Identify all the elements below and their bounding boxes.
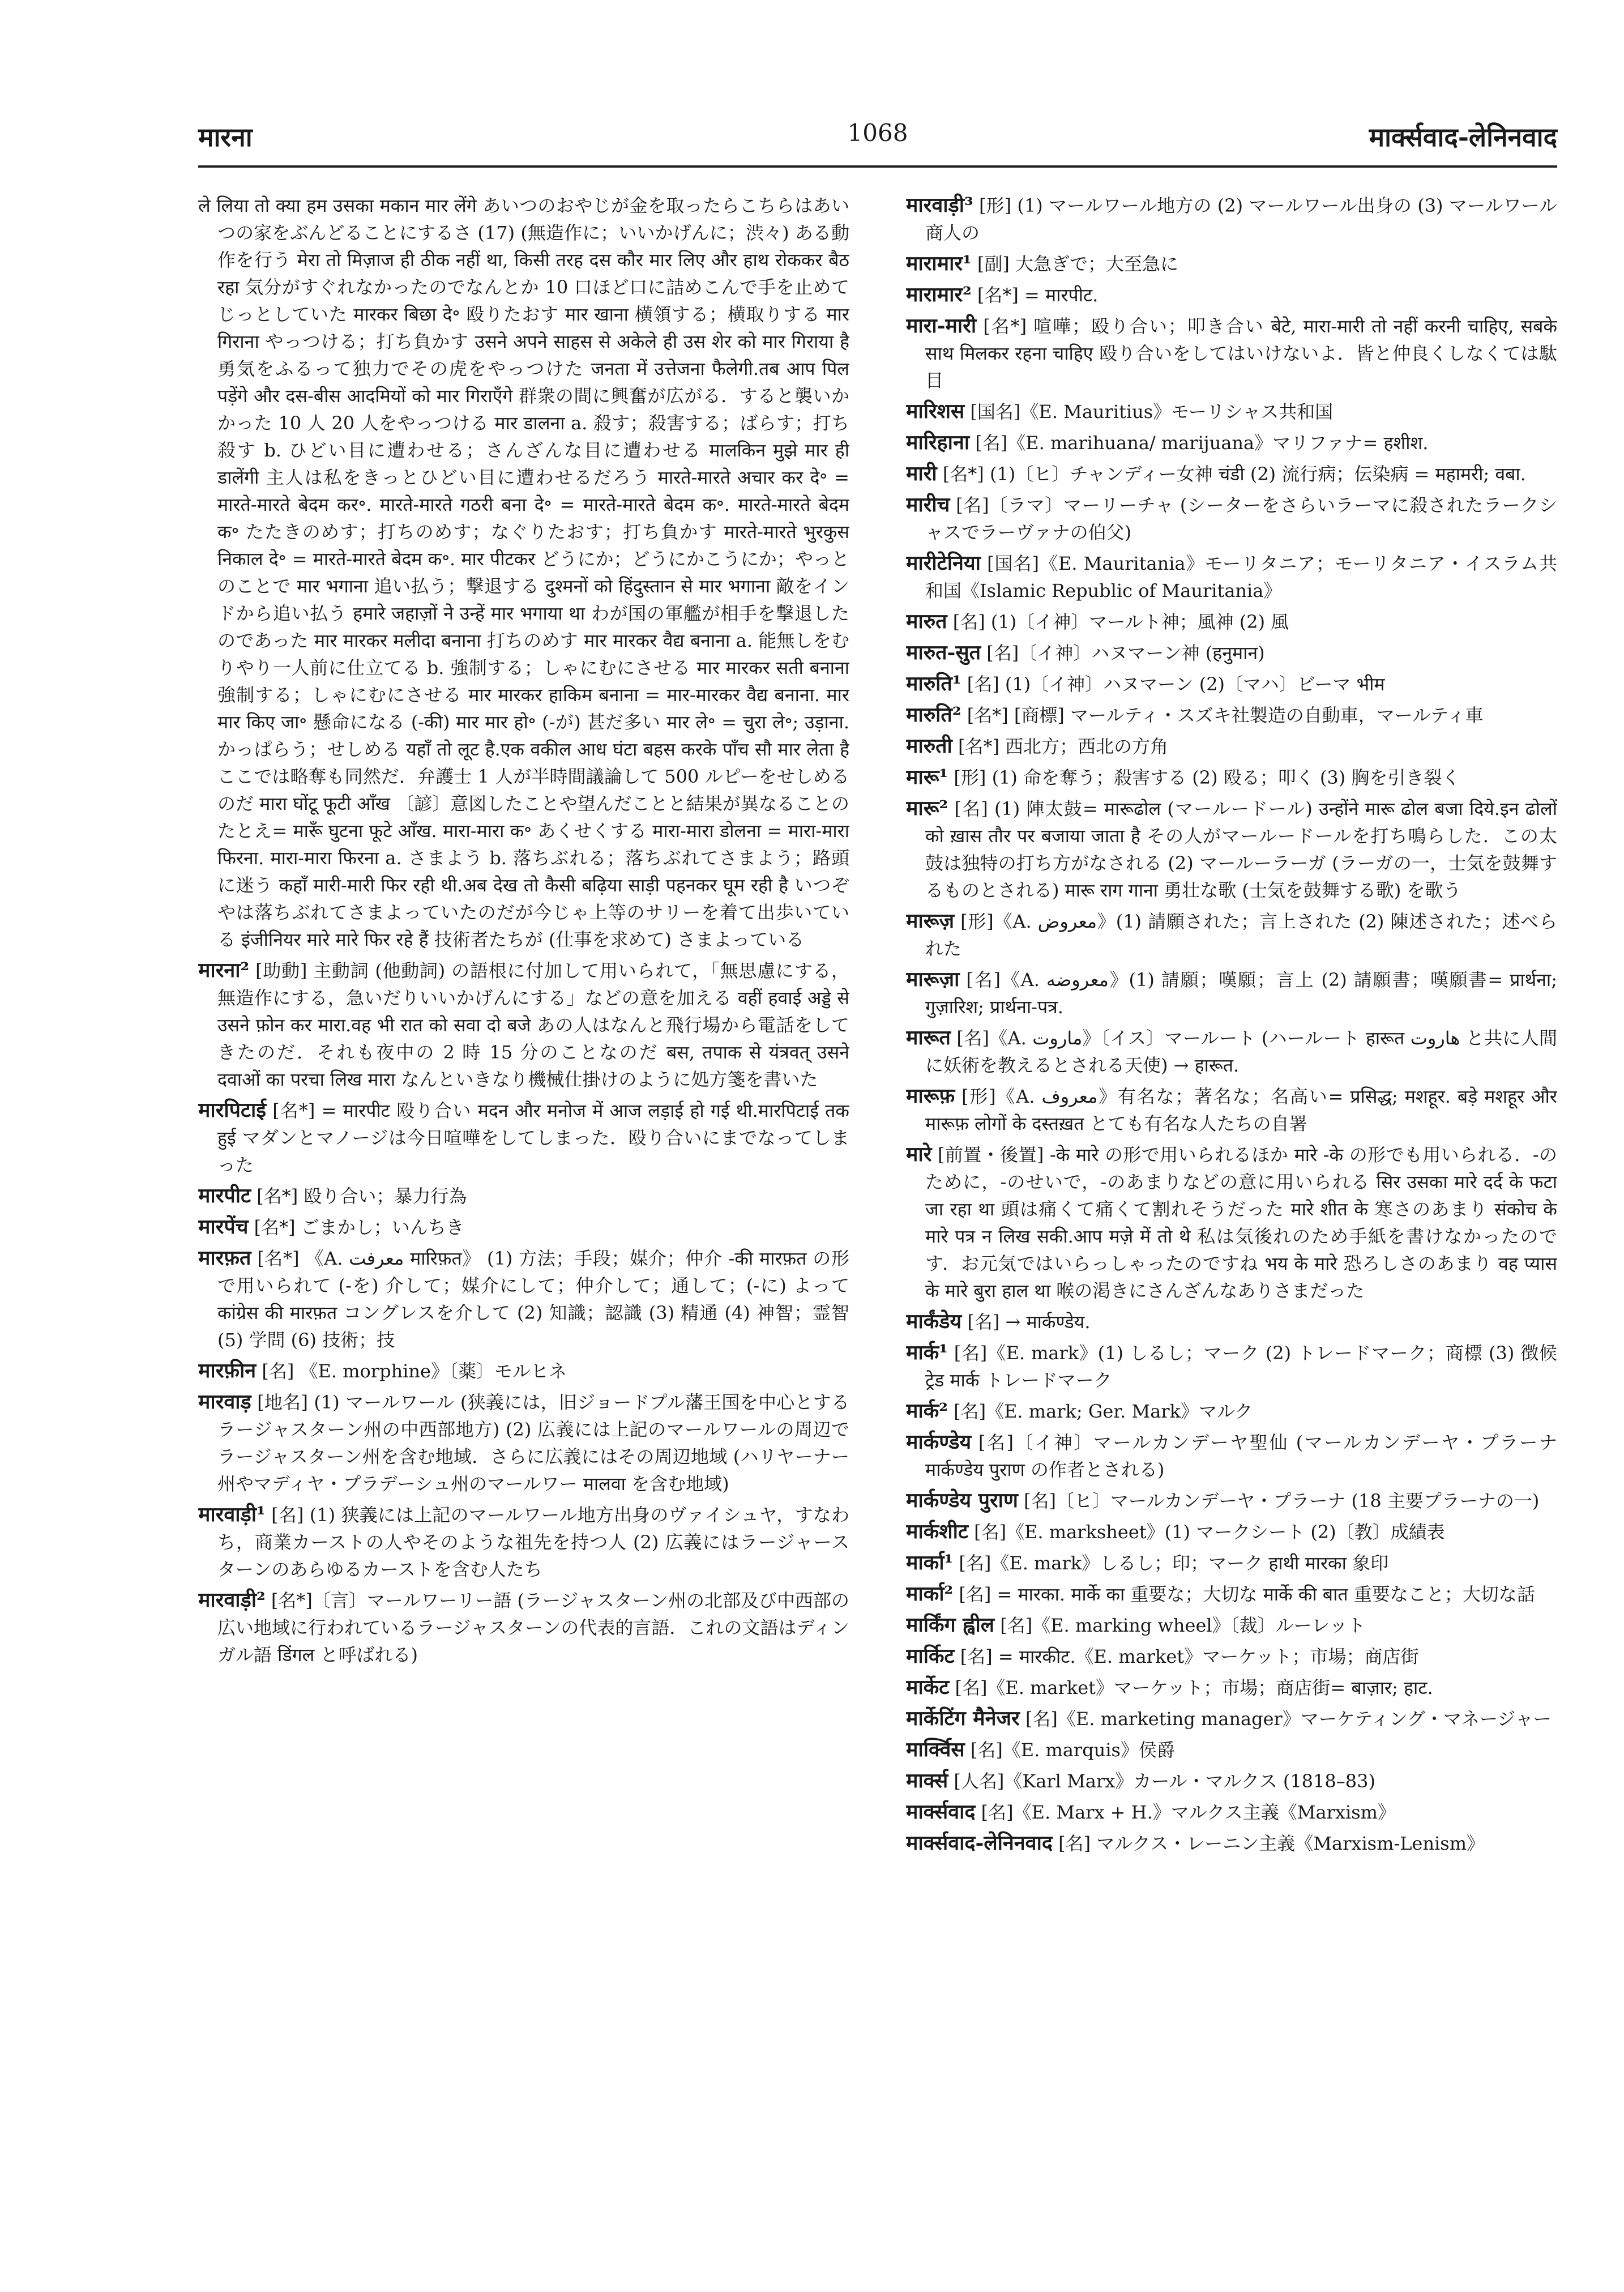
entry-definition: [名]《A. معروضه》(1) 請願；嘆願；言上 (2) 請願書；嘆願書= प्रार्थना; गुज़ारिश; प्रार्थना-पत्र. — [925, 969, 1557, 1018]
entry-headword: मारना² — [198, 958, 250, 982]
entry-definition: [助動] 主動詞 (他動詞) の語根に付加して用いられて，「無思慮にする，無造作にする，急いだりいいかげんにする」などの意を加える वहीं हवाई अड्डे से उसने फ़ोन कर मारा.वह भी रात को सवा दो बजे あの人はなんと飛行場から電話をしてきたのだ．それも夜中の 2 時 15 分のことなのだ बस, तपाक से यंत्रवत् उसने दवाओं का परचा लिख मारा なんといきなり機械仕掛けのように処方箋を書いた — [217, 960, 849, 1090]
entry-definition: [名] マルクス・レーニン主義《Marxism-Lenism》 — [1052, 1833, 1485, 1854]
entry-headword: मार्किट — [906, 1644, 955, 1668]
right-column — [906, 191, 1557, 2242]
page-header — [198, 119, 1557, 159]
dictionary-entry — [906, 1487, 1557, 1514]
dictionary-entry — [906, 1141, 1557, 1304]
dictionary-entry — [906, 732, 1557, 760]
entry-headword: मारवाड़ी² — [198, 1588, 266, 1612]
entry-headword: मारूज़ — [906, 909, 955, 933]
dictionary-entry — [906, 907, 1557, 962]
entry-headword: मारिशस — [906, 399, 965, 423]
page-number: 1068 — [847, 119, 908, 147]
dictionary-entry — [906, 795, 1557, 904]
entry-headword: मारुति² — [906, 703, 961, 727]
entry-definition: [副] 大急ぎで；大至急に — [971, 253, 1179, 275]
right-guide-word: मार्क्सवाद-लेनिनवाद — [1369, 122, 1557, 152]
entry-headword: मार्केट — [906, 1675, 950, 1699]
header-rule — [198, 165, 1557, 168]
entry-headword: मार्का² — [906, 1582, 954, 1606]
entry-definition: [名*] ごまかし；いんちき — [248, 1217, 464, 1238]
entry-headword: मारा-मारी — [906, 314, 977, 338]
entry-definition: [名]《E. mark》(1) しるし；マーク (2) トレードマーク；商標 (3) 徴候 ट्रेड मार्क トレードマーク — [925, 1342, 1557, 1391]
entry-definition: [名]《E. mark; Ger. Mark》マルク — [947, 1401, 1253, 1422]
dictionary-entry — [198, 1244, 849, 1354]
entry-definition: [名*] 殴り合い；暴力行為 — [251, 1185, 467, 1207]
entry-definition: [名] → मार्कण्डेय. — [961, 1311, 1091, 1333]
entry-headword: मारू² — [906, 796, 948, 820]
entry-definition: [名*] 喧嘩；殴り合い；叩き合い बेटे, मारा-मारी तो नहीं करनी चाहिए, सबके साथ मिलकर रहना चाहिए 殴り合いをしてはいけないよ．皆と仲良くしなくては駄目 — [925, 315, 1557, 391]
entry-headword: मार्क¹ — [906, 1341, 948, 1364]
dictionary-entry — [906, 250, 1557, 278]
dictionary-entry — [198, 1213, 849, 1241]
entry-definition: [名*] = मारपीट. — [971, 284, 1099, 306]
dictionary-entry — [906, 1798, 1557, 1826]
dictionary-entry — [906, 1397, 1557, 1425]
dictionary-entry — [906, 1518, 1557, 1546]
entry-definition: [名]《E. marksheet》(1) マークシート (2)〔教〕成績表 — [968, 1521, 1445, 1543]
entry-definition: [名*] 《A. معرفت मारिफ़त》 (1) 方法；手段；媒介；仲介 -की मारफ़त の形で用いられて (-を) 介して；媒介にして；仲介して；通して；(-に) よって कांग्रेस की मारफ़त コングレスを介して (2) 知識；認識 (3) 精通 (4) 神智；霊智 (5) 学問 (6) 技術；技 — [217, 1248, 849, 1351]
entry-definition: [名*] = मारपीट 殴り合い मदन और मनोज में आज लड़ाई हो गई थी.मारपिटाई तक हुई マダンとマノージは今日喧嘩をしてしまった．殴り合いにまでなってしまった — [217, 1100, 849, 1176]
dictionary-entry — [906, 1767, 1557, 1795]
entry-headword: मार्क्सवाद-लेनिनवाद — [906, 1831, 1053, 1855]
dictionary-entry — [906, 1642, 1557, 1670]
dictionary-entry — [906, 608, 1557, 635]
entry-headword: मारफ़ीन — [198, 1359, 257, 1382]
dictionary-entry — [198, 1501, 849, 1583]
entry-headword: मारवाड़ी³ — [906, 193, 973, 217]
dictionary-entry — [906, 639, 1557, 667]
entry-definition: [名]《E. marketing manager》マーケティング・マネージャー — [1019, 1708, 1552, 1730]
entry-headword: मारपिटाई — [198, 1098, 266, 1122]
entry-headword: मारामार² — [906, 283, 972, 306]
entry-definition: [形]《A. معروف》有名な；著名な；名高い= प्रसिद्ध; मशहूर. बड़े मशहूर और मारूफ़ लोगों के दस्तख़त とても有名な人たちの自署 — [925, 1086, 1557, 1134]
dictionary-entry — [906, 1082, 1557, 1137]
dictionary-entry — [906, 701, 1557, 729]
entry-definition: [地名] (1) マールワール (狭義には，旧ジョードプル藩王国を中心とするラージャスターン州の中西部地方) (2) 広義には上記のマールワールの周辺でラージャスターン州を含む地域．さらに広義にはその周辺地域 (ハリヤーナー州やマディヤ・プラデーシュ州のマールワー मालवा を含む地域) — [217, 1392, 849, 1495]
entry-headword: मारामार¹ — [906, 251, 972, 275]
entry-definition: [名] = मारकीट.《E. market》マーケット；市場；商店街 — [954, 1646, 1419, 1667]
entry-definition: [形] (1) マールワール地方の (2) マールワール出身の (3) マールワール商人の — [925, 195, 1557, 244]
dictionary-entry — [906, 398, 1557, 425]
entry-definition: [名*] 西北方；西北の方角 — [952, 736, 1169, 757]
entry-definition: [名]《A. ماروت》〔イス〕マールート (ハールート हारूत هاروت と共に人間に妖術を教えるとされる天使) → हारूत. — [925, 1027, 1557, 1076]
entry-headword: मारूत — [906, 1026, 951, 1049]
dictionary-entry — [198, 957, 849, 1093]
entry-headword: मार्क्सवाद — [906, 1800, 976, 1824]
entry-headword: मारुति¹ — [906, 672, 961, 695]
entry-headword: मार्कंडेय — [906, 1309, 962, 1333]
entry-headword: मार्किंग ह्वील — [906, 1613, 995, 1637]
entry-headword: मार्का¹ — [906, 1551, 954, 1574]
entry-headword: मार्केटिंग मैनेजर — [906, 1706, 1020, 1730]
entry-definition: [名*]〔言〕マールワーリー語 (ラージャスターン州の北部及び中西部の広い地域に行われているラージャスターンの代表的言語．これの文語はディンガル語 डिंगल と呼ばれる) — [217, 1590, 849, 1666]
entry-headword: मारुती — [906, 734, 952, 758]
entry-headword: मार्क्विस — [906, 1738, 965, 1761]
dictionary-entry — [906, 460, 1557, 488]
entry-definition: [名]〔ラマ〕マーリーチャ (シーターをさらいラーマに殺されたラークシャスでラーヴァナの伯父) — [925, 494, 1557, 543]
entry-definition: [名] 《E. morphine》〔薬〕モルヒネ — [256, 1360, 567, 1382]
entry-definition: [名*] (1)〔ヒ〕チャンディー女神 चंडी (2) 流行病；伝染病 = महामरी; वबा. — [937, 463, 1526, 485]
entry-definition: [人名]《Karl Marx》カール・マルクス (1818–83) — [948, 1770, 1375, 1792]
entry-headword: मारूज़ा — [906, 967, 960, 991]
entry-definition: [国名]《E. Mauritius》モーリシャス共和国 — [964, 401, 1334, 422]
dictionary-entry — [906, 429, 1557, 456]
entry-definition: [形] (1) 命を奪う；殺害する (2) 殴る；叩く (3) 胸を引き裂く — [948, 767, 1460, 788]
entry-definition: [国名]《E. Mauritania》モーリタニア；モーリタニア・イスラム共和国《Islamic Republic of Mauritania》 — [925, 553, 1557, 601]
entry-definition: [名] (1) 陣太鼓= मारूढोल (マールードール) उन्होंने मारू ढोल बजा दिये.इन ढोलों को ख़ास तौर पर बजाया जाता है その人がマールードールを打ち鳴らした．この太鼓は独特の打ち方がなされる (2) マールーラーガ (ラーガの一，士気を鼓舞するものとされる) मारू राग गाना 勇壮な歌 (士気を鼓舞する歌) を歌う — [925, 798, 1557, 901]
entry-headword: मारुत — [906, 609, 947, 633]
entry-definition: [名]《E. Marx + H.》マルクス主義《Marxism》 — [975, 1802, 1396, 1823]
entry-definition: [名] (1)〔イ神〕マールト神；風神 (2) 風 — [947, 611, 1289, 633]
dictionary-entry — [906, 312, 1557, 394]
entry-headword: मारी — [906, 462, 937, 485]
dictionary-entry — [906, 763, 1557, 791]
dictionary-entry — [198, 1388, 849, 1497]
dictionary-entry — [198, 1357, 849, 1385]
dictionary-entry — [906, 670, 1557, 698]
entry-headword: मारू¹ — [906, 765, 948, 789]
dictionary-entry — [906, 1736, 1557, 1764]
entry-definition: [前置・後置] -के मारे の形で用いられるほか मारे -के の形でも用いられる．-のために，-のせいで，-のあまりなどの意に用いられる सिर उसका मारे दर्द के फटा जा रहा था 頭は痛くて痛くて割れそうだった मारे शीत के 寒さのあまり संकोच के मारे पत्र न लिख सकी.आप मज़े में तो थे 私は気後れのため手紙を書けなかったのです．お元気ではいらっしゃったのですね भय के मारे 恐ろしさのあまり वह प्यास के मारे बुरा हाल था 喉の渇きにさんざんなありさまだった — [925, 1144, 1557, 1301]
dictionary-entry — [198, 1182, 849, 1210]
dictionary-entry — [906, 1308, 1557, 1335]
entry-definition: [名] (1) 狭義には上記のマールワール地方出身のヴァイシュヤ，すなわち，商業カーストの人やそのような祖先を持つ人 (2) 広義にはラージャースターンのあらゆるカーストを含む人たち — [217, 1504, 849, 1580]
entry-headword: मारीच — [906, 493, 950, 517]
dictionary-entry — [906, 491, 1557, 546]
left-guide-word: मारना — [198, 122, 253, 152]
entry-definition: [名]《E. marquis》侯爵 — [964, 1739, 1175, 1761]
entry-headword: मारपेंच — [198, 1215, 249, 1239]
entry-definition: [名] = मारका. मार्के का 重要な；大切な मार्के की बात 重要なこと；大切な話 — [953, 1584, 1535, 1605]
entry-definition: [名*] [商標] マールティ・スズキ社製造の自動車，マールティ車 — [961, 705, 1484, 726]
dictionary-entry — [906, 549, 1557, 604]
entry-headword: मारपीट — [198, 1184, 251, 1207]
entry-headword: मारीटेनिया — [906, 551, 981, 575]
dictionary-entry — [906, 191, 1557, 246]
entry-headword: मारफ़त — [198, 1246, 251, 1270]
entry-headword: मारुत-सुत — [906, 641, 981, 664]
entry-headword: मारिहाना — [906, 430, 970, 454]
entry-headword: मार्क्स — [906, 1769, 948, 1792]
entry-headword: मारे — [906, 1142, 932, 1166]
entry-definition: [名]《E. market》マーケット；市場；商店街= बाज़ार; हाट. — [949, 1677, 1433, 1698]
dictionary-entry — [906, 1580, 1557, 1608]
entry-headword: मार्कण्डेय — [906, 1430, 972, 1454]
left-column — [198, 191, 849, 2242]
entry-headword: मारूफ़ — [906, 1084, 955, 1108]
dictionary-entry — [906, 1428, 1557, 1483]
entry-definition: [名]〔イ神〕マールカンデーヤ聖仙 (マールカンデーヤ・プラーナ मार्कण्डेय पुराण の作者とされる) — [925, 1432, 1557, 1480]
entry-headword: मारवाड़ी¹ — [198, 1503, 266, 1526]
dictionary-entry — [906, 1611, 1557, 1639]
entry-definition: [名]《E. marihuana/ marijuana》マリファナ= हशीश. — [969, 432, 1429, 454]
entry-definition: ले लिया तो क्या हम उसका मकान मार लेंगे あいつのおやじが金を取ったらこちらはあいつの家をぶんどることにするさ (17) (無造作に；いいかげんに；渋々) ある動作を行う मेरा तो मिज़ाज ही ठीक नहीं था, किसी तरह दस कौर मार लिए और हाथ रोककर बैठ रहा 気分がすぐれなかったのでなんとか 10 口ほど口に詰めこんで手を止めてじっとしていた मारकर बिछा दे॰ 殴りたおす मार खाना 横領する；横取りする मार गिराना やっつける；打ち負かす उसने अपने साहस से अकेले ही उस शेर को मार गिराया है 勇気をふるって独力でその虎をやっつけた जनता में उत्तेजना फैलेगी.तब आप पिल पड़ेंगे और दस-बीस आदमियों को मार गिराएँगे 群衆の間に興奮が広がる．すると襲いかかった 10 人 20 人をやっつける मार डालना a. 殺す；殺害する；ばらす；打ち殺す b. ひどい目に遭わせる；さんざんな目に遭わせる मालकिन मुझे मार ही डालेंगी 主人は私をきっとひどい目に遭わせるだろう मारते-मारते अचार कर दे॰ = मारते-मारते बेदम कर॰. मारते-मारते गठरी बना दे॰ = मारते-मारते बेदम क॰. मारते-मारते बेदम क॰ たたきのめす；打ちのめす；なぐりたおす；打ち負かす मारते-मारते भुरकुस निकाल दे॰ = मारते-मारते बेदम क॰. मार पीटकर どうにか；どうにかこうにか；やっとのことで मार भगाना 追い払う；撃退する दुश्मनों को हिंदुस्तान से मार भगाना 敵をインドから追い払う हमारे जहाज़ों ने उन्हें मार भगाया था わが国の軍艦が相手を撃退したのであった मार मारकर मलीदा बनाना 打ちのめす मार मारकर वैद्य बनाना a. 能無しをむりやり一人前に仕立てる b. 強制する；しゃにむにさせる मार मारकर सती बनाना 強制する；しゃにむにさせる मार मारकर हाकिम बनाना = मार-मारकर वैद्य बनाना. मार मार किए जा॰ 懸命になる (-की) मार मार हो॰ (-が) 甚だ多い मार ले॰ = चुरा ले॰; उड़ाना. かっぱらう；せしめる यहाँ तो लूट है.एक वकील आध घंटा बहस करके पाँच सौ मार लेता है ここでは略奪も同然だ．弁護士 1 人が半時間議論して 500 ルピーをせしめるのだ मारा घोंटू फूटी आँख 〔諺〕意図したことや望んだことと結果が異なることのたとえ= मारूँ घुटना फूटे आँख. मारा-मारा क॰ あくせくする मारा-मारा डोलना = मारा-मारा फिरना. मारा-मारा फिरना a. さまよう b. 落ちぶれる；落ちぶれてさまよう；路頭に迷う कहाँ मारी-मारी फिर रही थी.अब देख तो कैसी बढ़िया साड़ी पहनकर घूम रही है いつぞやは落ちぶれてさまよっていたのだが今じゃ上等のサリーを着て出歩いている इंजीनियर मारे मारे फिर रहे हैं 技術者たちが (仕事を求めて) さまよっている — [198, 195, 849, 950]
entry-definition: [名]〔イ神〕ハヌマーン神 (हनुमान) — [981, 642, 1265, 664]
dictionary-entry — [906, 281, 1557, 309]
entry-headword: मार्कण्डेय पुराण — [906, 1488, 1018, 1512]
dictionary-entry — [906, 1549, 1557, 1577]
dictionary-entry — [906, 1339, 1557, 1394]
entry-definition: [名] (1)〔イ神〕ハヌマーン (2)〔マハ〕ビーマ भीम — [961, 673, 1385, 695]
entry-definition: [名]《E. mark》しるし；印；マーク हाथी मारका 象印 — [953, 1552, 1389, 1574]
dictionary-entry — [906, 1674, 1557, 1701]
dictionary-entry — [198, 1096, 849, 1179]
entry-headword: मार्कशीट — [906, 1520, 968, 1543]
dictionary-entry — [906, 1705, 1557, 1732]
dictionary-entry — [198, 191, 849, 953]
dictionary-entry — [906, 1024, 1557, 1079]
entry-definition: [名]《E. marking wheel》〔裁〕ルーレット — [994, 1615, 1366, 1636]
entry-headword: मारवाड़ — [198, 1390, 251, 1414]
entry-definition: [形]《A. معروض》(1) 請願された；言上された (2) 陳述された；述べられた — [925, 911, 1557, 959]
entry-headword: मार्क² — [906, 1399, 948, 1423]
entry-definition: [名]〔ヒ〕マールカンデーヤ・プラーナ (18 主要プラーナの一) — [1018, 1490, 1540, 1512]
dictionary-entry — [906, 966, 1557, 1021]
dictionary-entry — [906, 1829, 1557, 1857]
dictionary-entry — [198, 1586, 849, 1668]
